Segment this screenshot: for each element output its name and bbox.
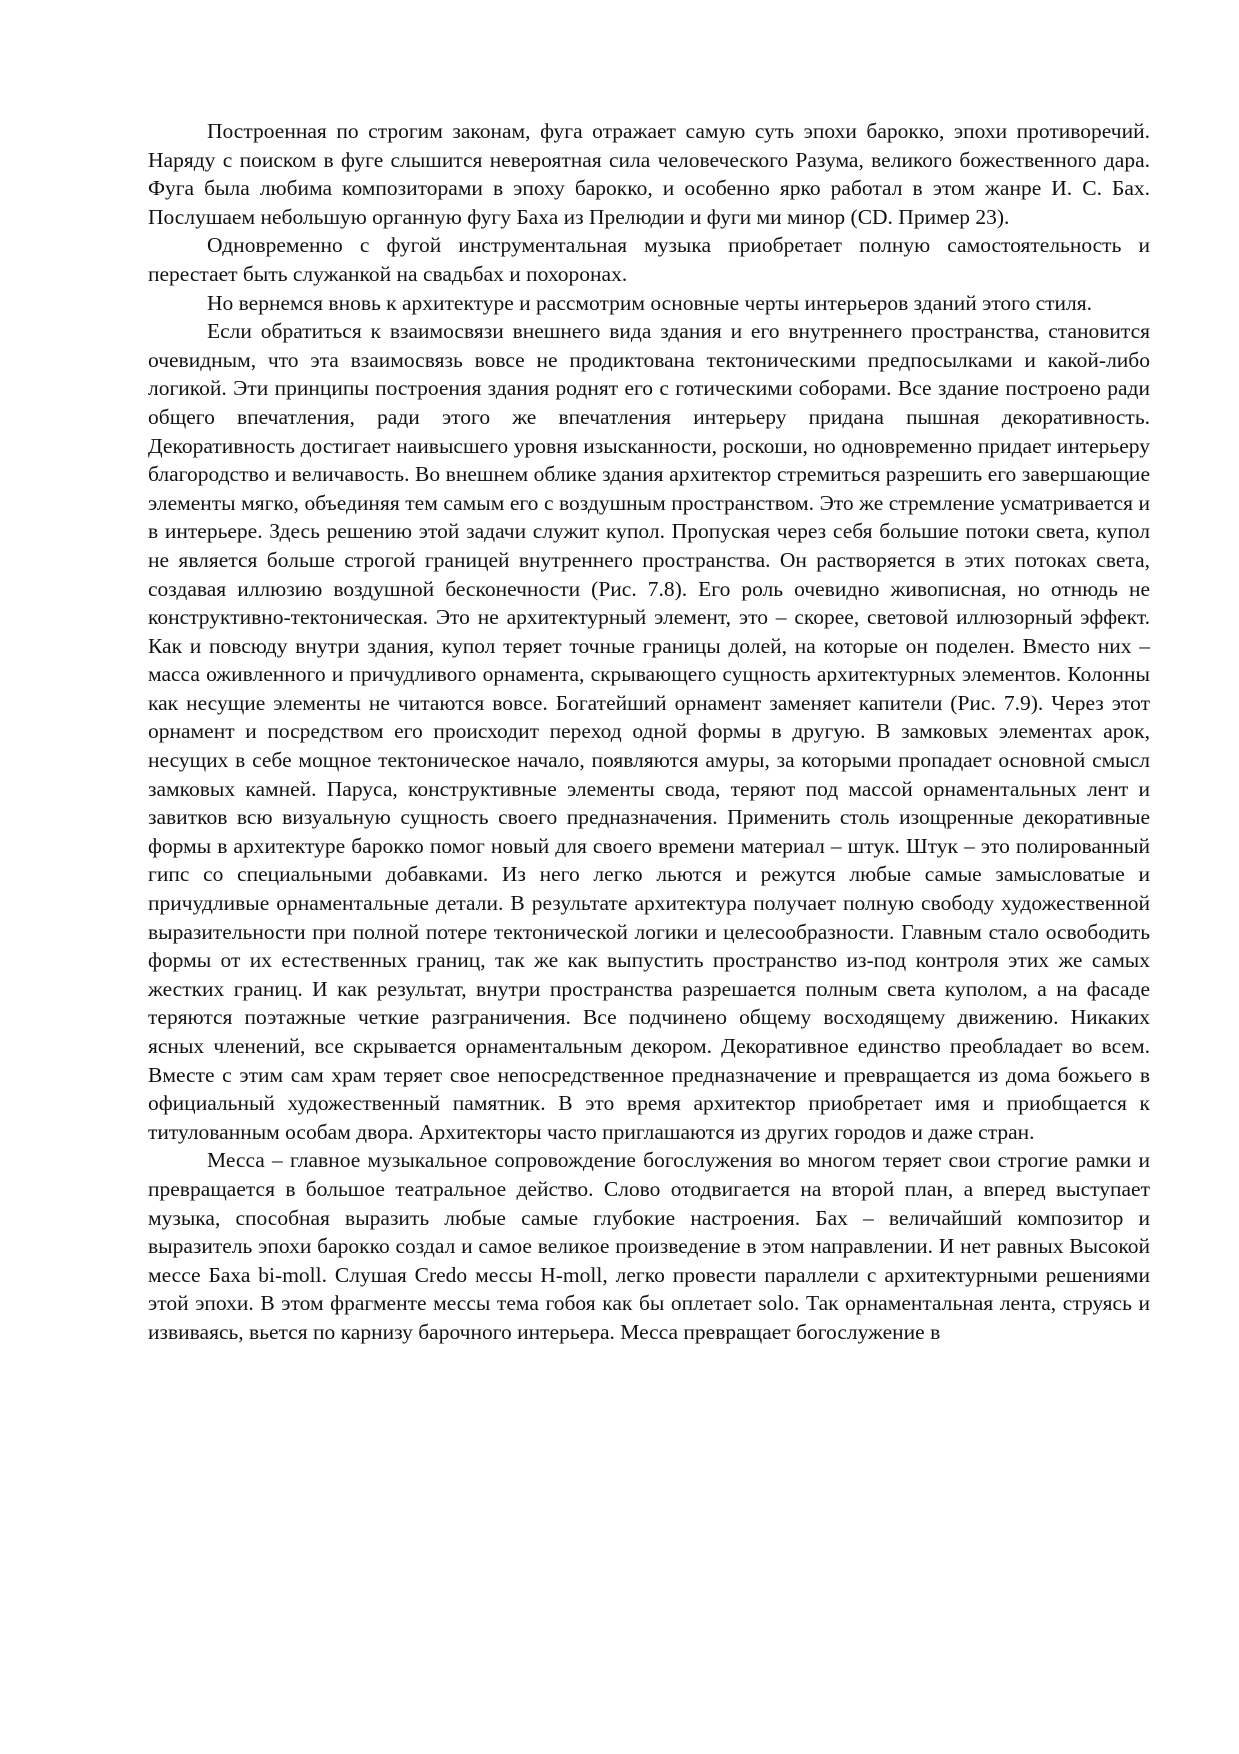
paragraph-instrumental-music: Одновременно с фугой инструментальная музыка приобретает полную самостоятельность и перестает быть служанкой на свадьбах и похоронах. (148, 233, 1150, 286)
paragraph-interior-decor: Если обратиться к взаимосвязи внешнего вида здания и его внутреннего пространства, становится очевидным, что эта взаимосвязь вовсе не продиктована тектоническими предпосылками и какой-либо логикой. Эти принципы построения здания роднят его с готическими соборами. Все здание построено ради общего впечатления, ради этого же впечатления интерьеру придана пышная декоративность. Декоративность достигает наивысшего уровня изысканности, роскоши, но одновременно придает интерьеру благородство и величавость. Во внешнем облике здания архитектор стремиться разрешить его завершающие элементы мягко, объединяя тем самым его с воздушным пространством. Это же стремление усматривается и в интерьере. Здесь решению этой задачи служит купол. Пропуская через себя большие потоки света, купол не является больше строгой границей внутреннего пространства. Он растворяется в этих потоках света, создавая иллюзию воздушной бесконечности (Рис. 7.8). Его роль очевидно живописная, но отнюдь не конструктивно-тектоническая. Это не архитектурный элемент, это – скорее, световой иллюзорный эффект. Как и повсюду внутри здания, купол теряет точные границы долей, на которые он поделен. Вместо них – масса оживленного и причудливого орнамента, скрывающего сущность архитектурных элементов. Колонны как несущие элементы не читаются вовсе. Богатейший орнамент заменяет капители (Рис. 7.9). Через этот орнамент и посредством его происходит переход одной формы в другую. В замковых элементах арок, несущих в себе мощное тектоническое начало, появляются амуры, за которыми пропадает основной смысл замковых камней. Паруса, конструктивные элементы свода, теряют под массой орнаментальных лент и завитков всю визуальную сущность своего предназначения. Применить столь изощренные декоративные формы в архитектуре барокко помог новый для своего времени материал – штук. Штук – это полированный гипс со специальными добавками. Из него легко льются и режутся любые самые замысловатые и причудливые орнаментальные детали. В результате архитектура получает полную свободу художественной выразительности при полной потере тектонической логики и целесообразности. Главным стало освободить формы от их естественных границ, так же как выпустить пространство из-под контроля этих же самых жестких границ. И как результат, внутри пространства разрешается полным света куполом, а на фасаде теряются поэтажные четкие разграничения. Все подчинено общему восходящему движению. Никаких ясных членений, все скрывается орнаментальным декором. Декоративное единство преобладает во всем. Вместе с этим сам храм теряет свое непосредственное предназначение и превращается из дома божьего в официальный художественный памятник. В это время архитектор приобретает имя и приобщается к титулованным особам двора. Архитекторы часто приглашаются из других городов и даже стран. (148, 319, 1150, 1144)
paragraph-mass: Месса – главное музыкальное сопровождение богослужения во многом теряет свои строгие рамки и превращается в большое театральное действо. Слово отодвигается на второй план, а вперед выступает музыка, способная выразить любые самые глубокие настроения. Бах – величайший композитор и выразитель эпохи барокко создал и самое великое произведение в этом направлении. И нет равных Высокой мессе Баха bi-moll. Слушая Credo мессы H-moll, легко провести параллели с архитектурными решениями этой эпохи. В этом фрагменте мессы тема гобоя как бы оплетает solo. Так орнаментальная лента, струясь и извиваясь, вьется по карнизу барочного интерьера. Месса превращает богослужение в (148, 1148, 1150, 1344)
paragraph-fugue-baroque: Построенная по строгим законам, фуга отражает самую суть эпохи барокко, эпохи противоречий. Наряду с поиском в фуге слышится невероятная сила человеческого Разума, великого божественного дара. Фуга была любима композиторами в эпоху барокко, и особенно ярко работал в этом жанре И. С. Бах. Послушаем небольшую органную фугу Баха из Прелюдии и фуги ми минор (CD. Пример 23). (148, 119, 1150, 229)
document-page (148, 117, 1150, 1347)
paragraph-return-to-architecture: Но вернемся вновь к архитектуре и рассмотрим основные черты интерьеров зданий этого стиля. (207, 290, 1093, 315)
